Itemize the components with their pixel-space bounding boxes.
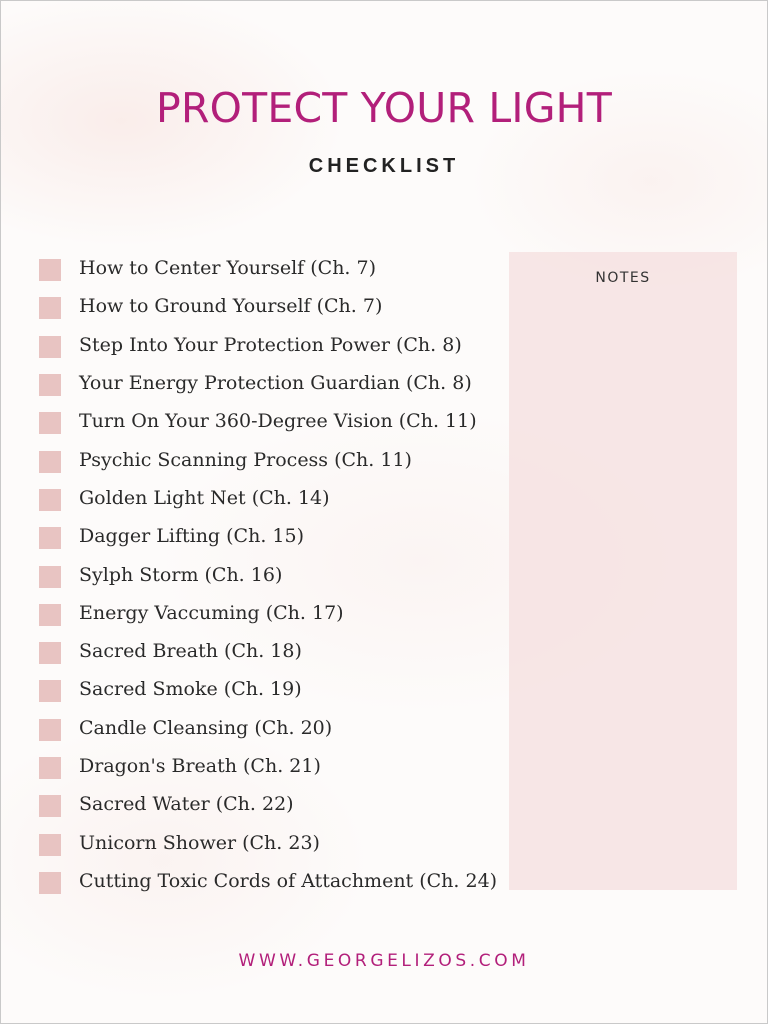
item-label: Psychic Scanning Process (Ch. 11) <box>79 448 412 471</box>
website-link[interactable]: WWW.GEORGELIZOS.COM <box>238 951 530 971</box>
checkbox[interactable] <box>39 566 61 588</box>
checklist <box>39 249 497 900</box>
list-item <box>39 440 497 478</box>
item-label: Golden Light Net (Ch. 14) <box>79 486 330 509</box>
checkbox[interactable] <box>39 336 61 358</box>
list-item <box>39 632 497 670</box>
list-item <box>39 862 497 900</box>
checkbox[interactable] <box>39 834 61 856</box>
checkbox[interactable] <box>39 527 61 549</box>
list-item <box>39 823 497 861</box>
checkbox[interactable] <box>39 795 61 817</box>
item-label: Candle Cleansing (Ch. 20) <box>79 716 333 739</box>
list-item <box>39 785 497 823</box>
item-label: Turn On Your 360-Degree Vision (Ch. 11) <box>79 410 477 433</box>
list-item <box>39 594 497 632</box>
checkbox[interactable] <box>39 719 61 741</box>
checkbox[interactable] <box>39 489 61 511</box>
item-label: Unicorn Shower (Ch. 23) <box>79 831 320 854</box>
item-label: Energy Vaccuming (Ch. 17) <box>79 601 344 624</box>
page-title: PROTECT YOUR LIGHT <box>156 84 612 132</box>
list-item <box>39 555 497 593</box>
notes-title: NOTES <box>595 270 651 286</box>
item-label: Step Into Your Protection Power (Ch. 8) <box>79 333 462 356</box>
item-label: Sacred Smoke (Ch. 19) <box>79 678 302 701</box>
list-item <box>39 517 497 555</box>
checkbox[interactable] <box>39 297 61 319</box>
checkbox[interactable] <box>39 680 61 702</box>
checkbox[interactable] <box>39 757 61 779</box>
list-item <box>39 249 497 287</box>
item-label: How to Ground Yourself (Ch. 7) <box>79 295 383 318</box>
item-label: Sacred Breath (Ch. 18) <box>79 640 302 663</box>
item-label: Your Energy Protection Guardian (Ch. 8) <box>79 372 472 395</box>
checkbox[interactable] <box>39 872 61 894</box>
item-label: How to Center Yourself (Ch. 7) <box>79 257 377 280</box>
checkbox[interactable] <box>39 374 61 396</box>
checkbox[interactable] <box>39 451 61 473</box>
checkbox[interactable] <box>39 642 61 664</box>
list-item <box>39 364 497 402</box>
item-label: Dragon's Breath (Ch. 21) <box>79 755 321 777</box>
list-item <box>39 709 497 747</box>
item-label: Dagger Lifting (Ch. 15) <box>79 525 304 548</box>
notes-panel[interactable] <box>509 252 737 890</box>
list-item <box>39 747 497 785</box>
page-subtitle: CHECKLIST <box>308 155 460 177</box>
list-item <box>39 479 497 517</box>
list-item <box>39 326 497 364</box>
item-label: Sylph Storm (Ch. 16) <box>79 563 283 586</box>
checkbox[interactable] <box>39 412 61 434</box>
checkbox[interactable] <box>39 604 61 626</box>
list-item <box>39 670 497 708</box>
item-label: Cutting Toxic Cords of Attachment (Ch. 24) <box>79 869 498 892</box>
item-label: Sacred Water (Ch. 22) <box>79 793 294 816</box>
list-item <box>39 402 497 440</box>
list-item <box>39 287 497 325</box>
checkbox[interactable] <box>39 259 61 281</box>
